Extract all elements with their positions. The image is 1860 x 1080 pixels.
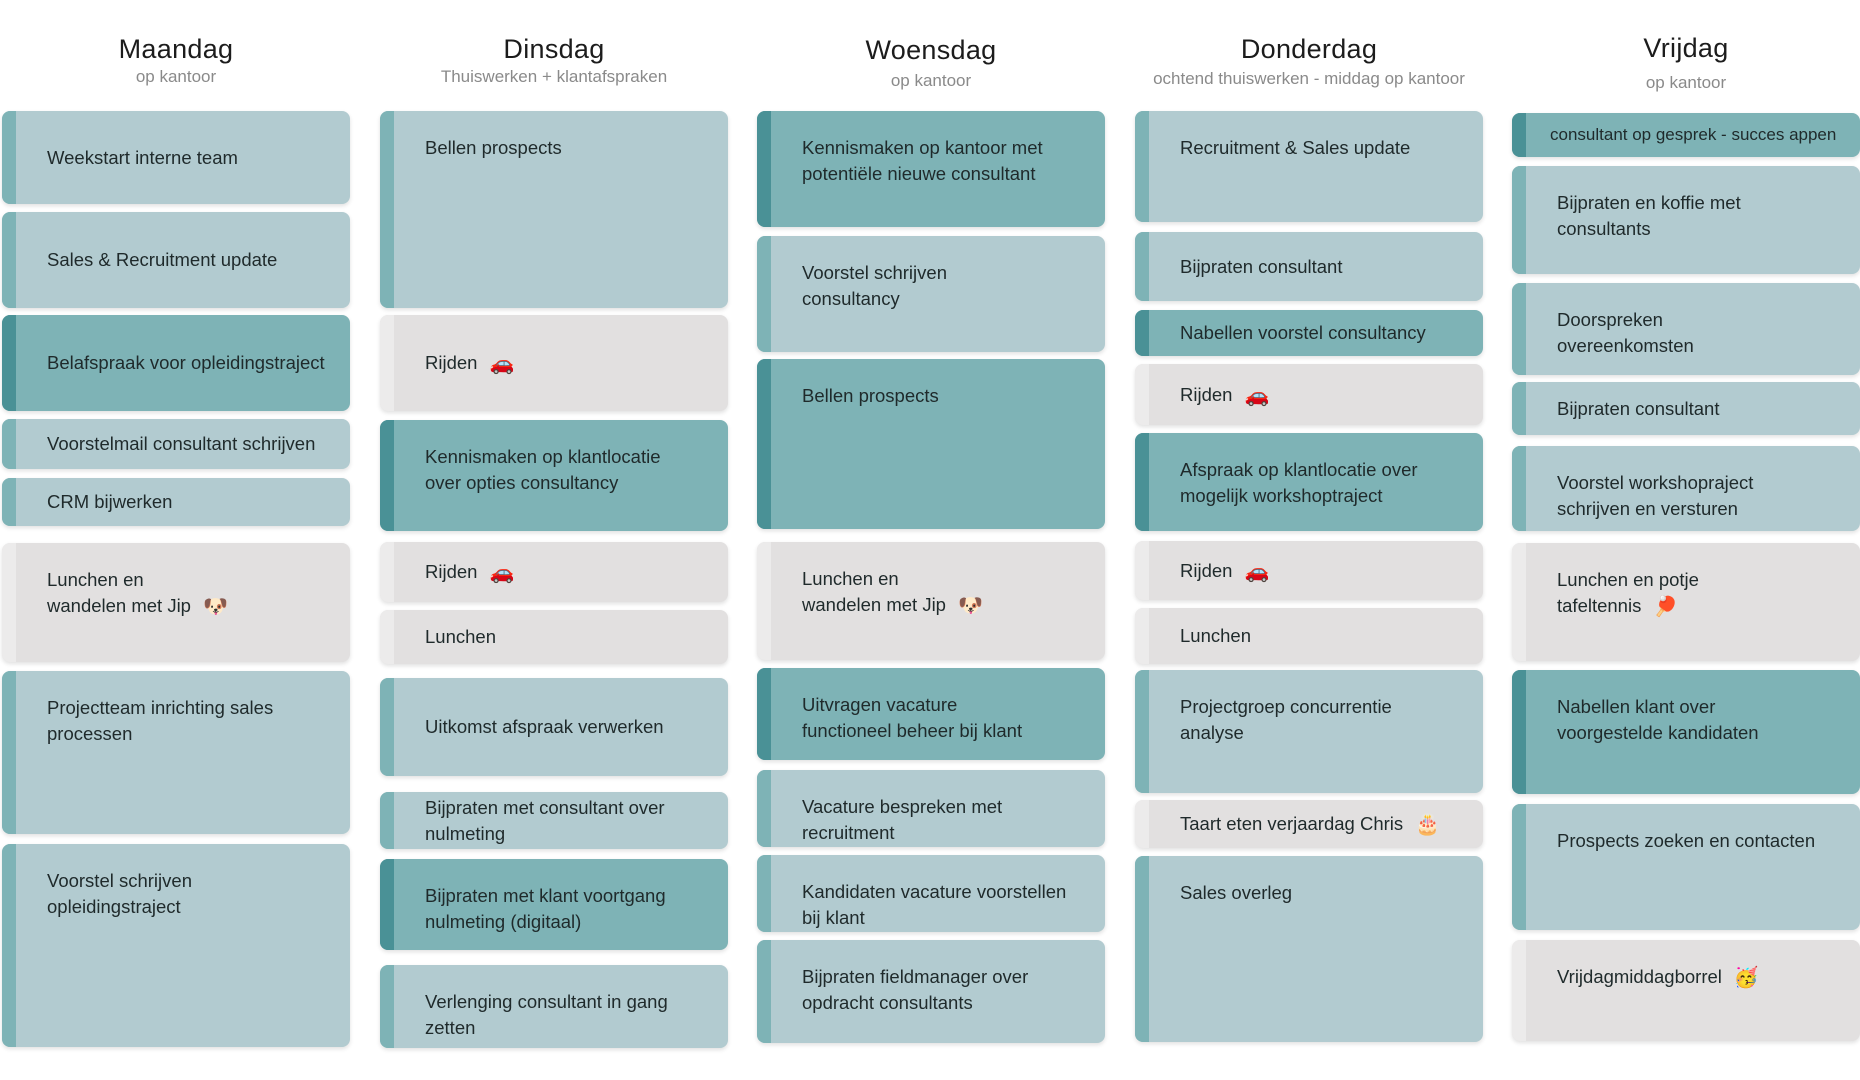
card-text bbox=[425, 350, 710, 376]
card-text bbox=[802, 566, 1087, 618]
agenda-card[interactable] bbox=[1135, 232, 1483, 301]
day-subtitle: ochtend thuiswerken - middag op kantoor bbox=[1153, 69, 1465, 88]
card-accent-bar bbox=[1135, 364, 1149, 425]
card-text bbox=[802, 964, 1087, 1016]
party-face-icon: 🥳 bbox=[1733, 967, 1759, 990]
agenda-card[interactable] bbox=[2, 671, 350, 834]
card-accent-bar bbox=[1512, 283, 1526, 375]
card-text-line: CRM bijwerken bbox=[47, 491, 173, 512]
card-text-line: wandelen met Jip bbox=[802, 594, 946, 615]
agenda-card[interactable] bbox=[380, 859, 728, 950]
card-accent-bar bbox=[757, 542, 771, 660]
agenda-card[interactable] bbox=[380, 315, 728, 411]
card-text-line: Bijpraten consultant bbox=[1180, 255, 1343, 277]
card-text-line: over opties consultancy bbox=[425, 472, 619, 493]
card-accent-bar bbox=[380, 792, 394, 849]
card-accent-bar bbox=[2, 478, 16, 526]
card-text-line: Afspraak op klantlocatie over bbox=[1180, 459, 1418, 480]
card-text bbox=[47, 489, 332, 515]
card-text bbox=[1180, 135, 1465, 161]
agenda-card[interactable] bbox=[757, 855, 1105, 932]
card-text-line: Kennismaken op kantoor met bbox=[802, 137, 1043, 158]
card-text-line: Rijden bbox=[425, 561, 478, 582]
car-icon: 🚗 bbox=[1244, 384, 1270, 407]
card-accent-bar bbox=[757, 111, 771, 227]
card-text-line: Doorspreken bbox=[1557, 309, 1663, 330]
card-text bbox=[425, 135, 710, 161]
card-text bbox=[47, 145, 332, 171]
card-text bbox=[1557, 964, 1842, 990]
agenda-card[interactable] bbox=[1512, 543, 1860, 661]
day-column-vrijdag bbox=[1512, 0, 1860, 1080]
card-text-line: Nabellen klant over bbox=[1557, 696, 1716, 717]
agenda-card[interactable] bbox=[757, 359, 1105, 529]
cake-icon: 🎂 bbox=[1415, 814, 1441, 837]
card-accent-bar bbox=[1135, 608, 1149, 664]
card-text-line: wandelen met Jip bbox=[47, 595, 191, 616]
card-text-line: potentiële nieuwe consultant bbox=[802, 163, 1036, 184]
card-text-line: Rijden bbox=[425, 352, 478, 373]
agenda-card[interactable] bbox=[1135, 310, 1483, 356]
card-text-line: Lunchen en potje bbox=[1557, 569, 1699, 590]
card-text-line: Weekstart interne team bbox=[47, 146, 238, 168]
agenda-card[interactable] bbox=[2, 111, 350, 204]
card-text bbox=[425, 444, 710, 496]
card-text bbox=[47, 567, 332, 619]
day-title: Maandag bbox=[118, 34, 234, 64]
agenda-card[interactable] bbox=[1512, 446, 1860, 531]
card-accent-bar bbox=[1135, 541, 1149, 600]
card-text bbox=[802, 692, 1087, 744]
card-text-line: consultant op gesprek - succes appen bbox=[1550, 125, 1837, 144]
card-text-line: Voorstelmail consultant schrijven bbox=[47, 433, 316, 454]
card-text bbox=[425, 559, 710, 585]
agenda-card[interactable] bbox=[757, 770, 1105, 847]
agenda-card[interactable] bbox=[1135, 364, 1483, 425]
card-text-line: analyse bbox=[1180, 722, 1244, 743]
card-text-line: Lunchen en bbox=[802, 568, 899, 589]
card-text-line: recruitment bbox=[802, 822, 895, 843]
card-accent-bar bbox=[757, 359, 771, 529]
card-text-line: Vrijdagmiddagborrel bbox=[1557, 966, 1722, 987]
card-text-line: nulmeting bbox=[425, 822, 506, 844]
card-accent-bar bbox=[1512, 382, 1526, 435]
card-text-line: Uitkomst afspraak verwerken bbox=[425, 716, 664, 737]
card-text-line: Bijpraten en koffie met bbox=[1557, 192, 1741, 213]
card-text bbox=[1557, 694, 1842, 746]
card-text bbox=[802, 135, 1087, 187]
card-accent-bar bbox=[757, 770, 771, 847]
card-text-line: Rijden bbox=[1180, 559, 1233, 581]
agenda-card[interactable] bbox=[1512, 804, 1860, 930]
agenda-card[interactable] bbox=[2, 844, 350, 1047]
card-accent-bar bbox=[1135, 310, 1149, 356]
ping-pong-icon: 🏓 bbox=[1653, 596, 1679, 619]
card-text bbox=[1180, 694, 1465, 746]
agenda-card[interactable] bbox=[2, 212, 350, 308]
card-accent-bar bbox=[757, 940, 771, 1043]
card-accent-bar bbox=[380, 420, 394, 531]
card-text bbox=[1180, 457, 1465, 509]
day-title: Vrijdag bbox=[1643, 33, 1729, 63]
agenda-card[interactable] bbox=[1135, 856, 1483, 1042]
card-text-line: Sales overleg bbox=[1180, 882, 1293, 903]
card-text-line: mogelijk workshoptraject bbox=[1180, 485, 1383, 506]
card-text-line: opleidingstraject bbox=[47, 896, 181, 917]
card-text bbox=[1550, 122, 1854, 148]
card-text-line: Bijpraten met consultant over bbox=[425, 796, 665, 818]
card-text bbox=[1557, 190, 1842, 242]
card-accent-bar bbox=[757, 668, 771, 760]
card-text-line: Voorstel schrijven bbox=[47, 870, 192, 891]
agenda-card[interactable] bbox=[380, 678, 728, 776]
card-text bbox=[425, 883, 710, 935]
card-text-line: Projectgroep concurrentie bbox=[1180, 696, 1392, 717]
card-text-line: Prospects zoeken en contacten bbox=[1557, 830, 1816, 851]
card-text-line: Sales & Recruitment update bbox=[47, 249, 278, 270]
card-text-line: Nabellen voorstel consultancy bbox=[1180, 322, 1426, 343]
day-subtitle: op kantoor bbox=[890, 71, 972, 90]
card-text-line: overeenkomsten bbox=[1557, 335, 1694, 356]
card-accent-bar bbox=[1512, 543, 1526, 661]
card-text-line: consultancy bbox=[802, 288, 900, 309]
card-accent-bar bbox=[1135, 856, 1149, 1042]
day-column-woensdag bbox=[757, 0, 1105, 1080]
agenda-card[interactable] bbox=[1512, 940, 1860, 1041]
agenda-card[interactable] bbox=[2, 543, 350, 662]
card-accent-bar bbox=[1512, 166, 1526, 274]
card-accent-bar bbox=[1135, 670, 1149, 793]
card-text bbox=[425, 989, 710, 1041]
card-text bbox=[47, 695, 332, 747]
card-text-line: Bijpraten consultant bbox=[1557, 397, 1720, 419]
day-title: Woensdag bbox=[865, 35, 997, 65]
agenda-card[interactable] bbox=[380, 610, 728, 664]
card-accent-bar bbox=[2, 212, 16, 308]
card-accent-bar bbox=[1512, 113, 1526, 157]
card-text bbox=[802, 260, 1087, 312]
card-text-line: Kennismaken op klantlocatie bbox=[425, 446, 661, 467]
card-accent-bar bbox=[1512, 670, 1526, 794]
card-text-line: Lunchen bbox=[425, 626, 496, 647]
card-text bbox=[1557, 828, 1842, 854]
card-text-line: voorgestelde kandidaten bbox=[1557, 722, 1759, 743]
agenda-card[interactable] bbox=[1135, 670, 1483, 793]
agenda-card[interactable] bbox=[380, 542, 728, 602]
agenda-card[interactable] bbox=[1512, 166, 1860, 274]
card-text bbox=[47, 431, 332, 457]
card-accent-bar bbox=[1135, 800, 1149, 848]
agenda-card[interactable] bbox=[1135, 800, 1483, 848]
card-text-line: Taart eten verjaardag Chris bbox=[1180, 813, 1404, 834]
card-text bbox=[47, 350, 332, 376]
card-text bbox=[1180, 811, 1465, 837]
agenda-card[interactable] bbox=[2, 419, 350, 469]
card-text bbox=[1557, 307, 1842, 359]
card-accent-bar bbox=[380, 542, 394, 602]
card-text bbox=[1557, 567, 1842, 619]
day-column-dinsdag bbox=[380, 0, 728, 1080]
card-text-line: consultants bbox=[1557, 218, 1651, 239]
card-accent-bar bbox=[1512, 940, 1526, 1041]
card-accent-bar bbox=[1135, 433, 1149, 531]
card-text bbox=[425, 624, 710, 650]
agenda-card[interactable] bbox=[380, 792, 728, 849]
card-accent-bar bbox=[380, 315, 394, 411]
dog-icon: 🐶 bbox=[957, 595, 983, 618]
card-accent-bar bbox=[380, 965, 394, 1048]
card-text-line: processen bbox=[47, 723, 133, 744]
card-accent-bar bbox=[2, 844, 16, 1047]
agenda-card[interactable] bbox=[2, 478, 350, 526]
card-text bbox=[1180, 254, 1465, 280]
card-text-line: functioneel beheer bij klant bbox=[802, 720, 1023, 741]
card-accent-bar bbox=[380, 678, 394, 776]
card-text-line: Projectteam inrichting sales bbox=[47, 697, 274, 718]
card-text-line: Belafspraak voor opleidingstraject bbox=[47, 352, 325, 373]
day-title: Donderdag bbox=[1240, 34, 1378, 64]
agenda-card[interactable] bbox=[757, 668, 1105, 760]
agenda-card[interactable] bbox=[757, 940, 1105, 1043]
card-accent-bar bbox=[2, 543, 16, 662]
agenda-card[interactable] bbox=[1135, 541, 1483, 600]
day-column-maandag bbox=[2, 0, 350, 1080]
agenda-card[interactable] bbox=[1512, 382, 1860, 435]
card-accent-bar bbox=[2, 419, 16, 469]
card-accent-bar bbox=[2, 111, 16, 204]
card-accent-bar bbox=[757, 236, 771, 352]
card-text-line: Lunchen bbox=[1180, 625, 1251, 646]
card-text bbox=[1180, 880, 1465, 906]
card-text bbox=[1557, 396, 1842, 422]
card-text-line: Lunchen en bbox=[47, 569, 144, 590]
agenda-card[interactable] bbox=[1135, 608, 1483, 664]
agenda-card[interactable] bbox=[380, 420, 728, 531]
card-text bbox=[1180, 382, 1465, 408]
dog-icon: 🐶 bbox=[202, 596, 228, 619]
agenda-card[interactable] bbox=[1135, 111, 1483, 222]
card-text bbox=[1180, 623, 1465, 649]
card-accent-bar bbox=[2, 315, 16, 411]
day-subtitle: Thuiswerken + klantafspraken bbox=[440, 67, 668, 86]
card-text bbox=[425, 795, 710, 847]
card-text-line: Bellen prospects bbox=[802, 385, 939, 406]
agenda-card[interactable] bbox=[1512, 283, 1860, 375]
agenda-card[interactable] bbox=[757, 542, 1105, 660]
car-icon: 🚗 bbox=[489, 353, 515, 376]
agenda-card[interactable] bbox=[1512, 113, 1860, 157]
day-column-donderdag bbox=[1135, 0, 1483, 1080]
card-text-line: schrijven en versturen bbox=[1557, 498, 1738, 519]
agenda-card[interactable] bbox=[1512, 670, 1860, 794]
agenda-card[interactable] bbox=[757, 111, 1105, 227]
card-text-line: zetten bbox=[425, 1017, 476, 1038]
card-accent-bar bbox=[1512, 804, 1526, 930]
card-accent-bar bbox=[757, 855, 771, 932]
card-text-line: Recruitment & Sales update bbox=[1180, 137, 1411, 158]
card-text-line: Vacature bespreken met bbox=[802, 796, 1003, 817]
card-text bbox=[802, 879, 1087, 931]
day-subtitle: op kantoor bbox=[135, 67, 217, 86]
card-accent-bar bbox=[1135, 111, 1149, 222]
card-text-line: nulmeting (digitaal) bbox=[425, 911, 582, 932]
card-text-line: Bijpraten fieldmanager over bbox=[802, 966, 1029, 987]
card-text bbox=[1557, 470, 1842, 522]
agenda-card[interactable] bbox=[380, 965, 728, 1048]
card-text bbox=[47, 868, 332, 920]
card-text-line: bij klant bbox=[802, 907, 865, 928]
card-text bbox=[802, 794, 1087, 846]
card-accent-bar bbox=[380, 610, 394, 664]
car-icon: 🚗 bbox=[1244, 560, 1270, 583]
agenda-card[interactable] bbox=[2, 315, 350, 411]
card-text bbox=[47, 247, 332, 273]
agenda-card[interactable] bbox=[757, 236, 1105, 352]
card-text-line: Bijpraten met klant voortgang bbox=[425, 885, 666, 906]
card-text-line: Voorstel schrijven bbox=[802, 262, 947, 283]
card-text bbox=[425, 714, 710, 740]
card-text-line: Rijden bbox=[1180, 383, 1233, 405]
card-accent-bar bbox=[1135, 232, 1149, 301]
card-accent-bar bbox=[380, 111, 394, 308]
agenda-card[interactable] bbox=[1135, 433, 1483, 531]
card-text bbox=[1180, 558, 1465, 584]
day-title: Dinsdag bbox=[503, 34, 605, 64]
card-accent-bar bbox=[1512, 446, 1526, 531]
card-text bbox=[1180, 320, 1465, 346]
card-text-line: Kandidaten vacature voorstellen bbox=[802, 881, 1067, 902]
card-accent-bar bbox=[380, 859, 394, 950]
day-subtitle: op kantoor bbox=[1645, 73, 1727, 92]
card-text-line: Voorstel workshopraject bbox=[1557, 472, 1754, 493]
card-text-line: opdracht consultants bbox=[802, 992, 973, 1013]
card-text-line: Verlenging consultant in gang bbox=[425, 991, 668, 1012]
car-icon: 🚗 bbox=[489, 562, 515, 585]
agenda-card[interactable] bbox=[380, 111, 728, 308]
card-text-line: Bellen prospects bbox=[425, 137, 562, 158]
card-text-line: Uitvragen vacature bbox=[802, 694, 958, 715]
card-text bbox=[802, 383, 1087, 409]
card-text-line: tafeltennis bbox=[1557, 595, 1642, 616]
card-accent-bar bbox=[2, 671, 16, 834]
